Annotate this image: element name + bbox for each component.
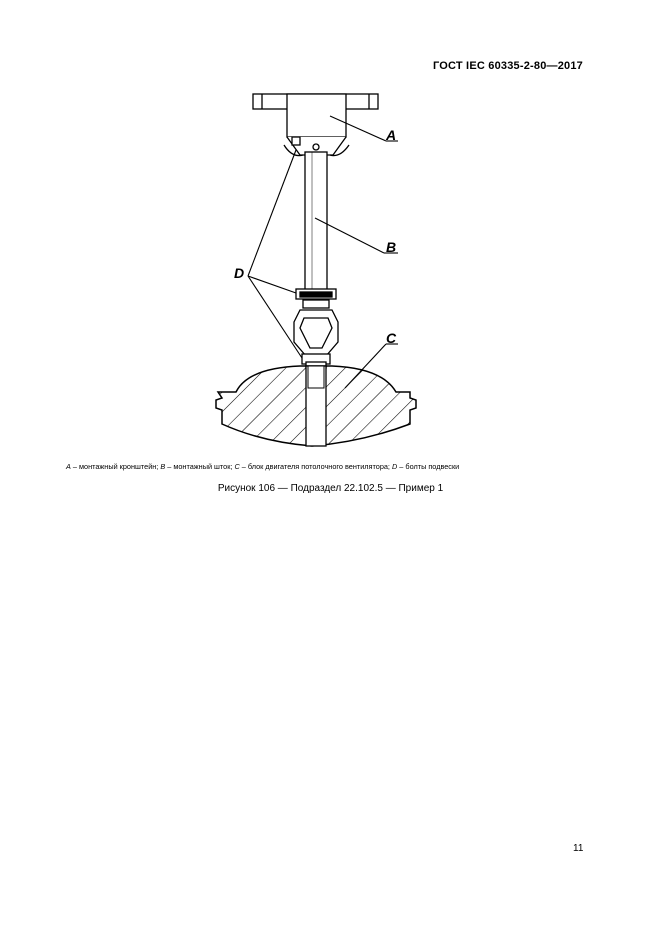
mounting-rod	[305, 152, 327, 290]
fan-motor-housing	[216, 366, 416, 446]
label-b: B	[386, 239, 397, 255]
figure-caption: Рисунок 106 — Подраздел 22.102.5 — Пример 1	[217, 483, 444, 494]
legend-item: B – монтажный шток;	[160, 462, 235, 471]
label-d: D	[234, 265, 245, 281]
document-header: ГОСТ IEC 60335-2-80—2017	[432, 60, 583, 72]
figure-legend	[66, 462, 459, 471]
page-number: 11	[573, 843, 584, 854]
legend-item: C – блок двигателя потолочного вентилятора;	[234, 462, 392, 471]
label-a: A	[386, 127, 397, 143]
legend-item: A – монтажный кронштейн;	[66, 462, 161, 471]
mounting-bracket	[253, 94, 378, 156]
legend-item: D – болты подвески	[391, 462, 460, 471]
label-c: C	[386, 330, 397, 346]
